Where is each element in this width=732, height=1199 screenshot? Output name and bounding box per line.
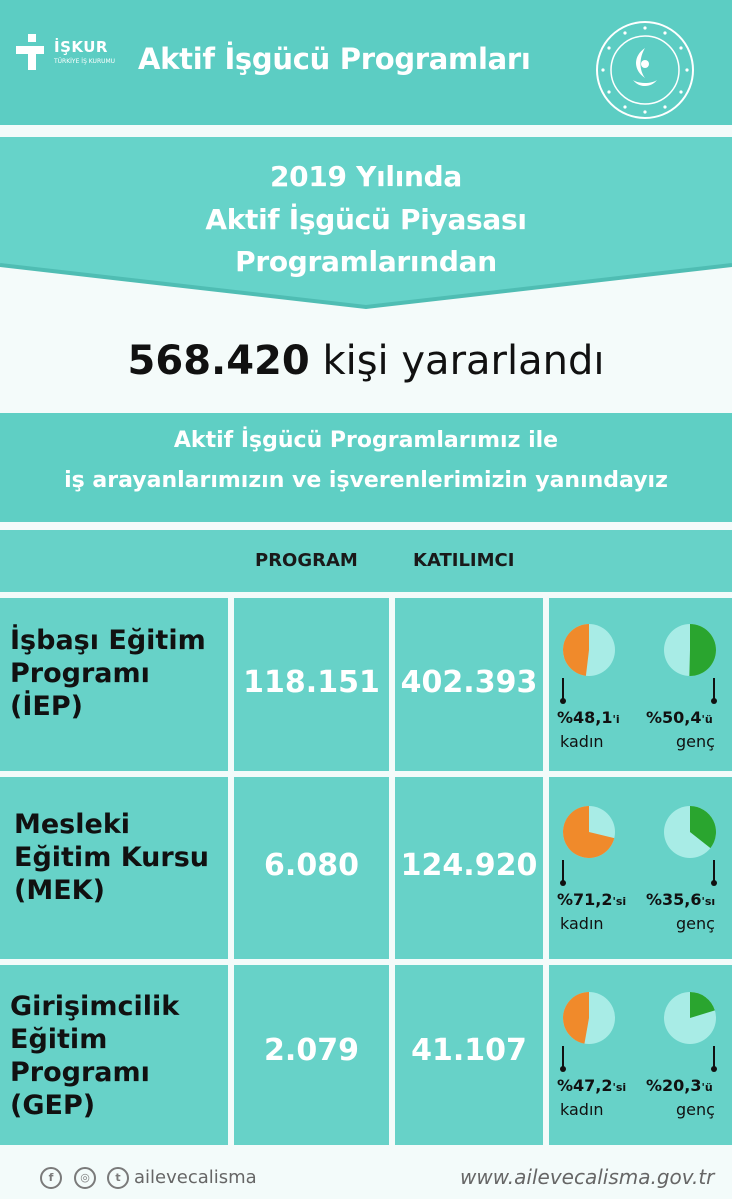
women-percent (557, 708, 620, 727)
program-count: 118.151 (243, 665, 380, 700)
program-name-line: Programı (10, 1057, 150, 1088)
pointer-dot (711, 1066, 717, 1072)
divider-band (0, 522, 732, 530)
participant-count: 402.393 (400, 665, 538, 700)
program-name-line: (MEK) (14, 875, 105, 906)
youth-percent-suffix: 'ü (701, 713, 713, 726)
program-name-line: Eğitim (10, 1024, 108, 1055)
subtitle-line-1: Aktif İşgücü Programlarımız ile (173, 428, 559, 453)
pointer-line (562, 860, 564, 882)
headline-line-1: 2019 Yılında (269, 160, 463, 193)
pointer-line (562, 1046, 564, 1068)
social-handle[interactable]: ailevecalisma (134, 1167, 257, 1188)
program-count: 2.079 (264, 1033, 359, 1068)
youth-percent-suffix: 'ü (701, 1081, 713, 1094)
twitter-icon[interactable]: t (107, 1167, 129, 1189)
women-share-pie (561, 804, 617, 860)
women-share-slice (563, 624, 589, 676)
youth-percent-value: %50,4 (646, 708, 702, 727)
column-header-participants: KATILIMCI (413, 550, 515, 571)
youth-percent-suffix: 'sı (701, 895, 716, 908)
pointer-line (713, 678, 715, 700)
pointer-dot (560, 880, 566, 886)
iskur-logo (14, 32, 134, 88)
women-label: kadın (560, 1100, 604, 1119)
pointer-dot (711, 698, 717, 704)
total-beneficiaries (0, 338, 732, 384)
instagram-icon[interactable]: ◎ (74, 1167, 96, 1189)
ministry-seal (593, 18, 697, 122)
header-title: Aktif İşgücü Programları (138, 42, 531, 76)
program-name-line: Eğitim Kursu (14, 842, 209, 873)
youth-percent-value: %20,3 (646, 1076, 702, 1095)
women-percent-suffix: 'i (612, 713, 620, 726)
pointer-line (713, 860, 715, 882)
program-name-line: Programı (10, 658, 150, 689)
headline-line-2: Aktif İşgücü Piyasası (205, 203, 527, 236)
iskur-logo-mark (14, 32, 54, 72)
program-name-line: İşbaşı Eğitim (10, 625, 206, 656)
program-name-line: Mesleki (14, 809, 131, 840)
program-count: 6.080 (264, 848, 359, 883)
women-label: kadın (560, 732, 604, 751)
website-link[interactable]: www.ailevecalisma.gov.tr (460, 1165, 715, 1189)
subtitle-line-2: iş arayanlarımızın ve işverenlerimizin yanındayız (64, 468, 668, 493)
youth-label: genç (676, 732, 715, 751)
pointer-dot (560, 698, 566, 704)
youth-label: genç (676, 914, 715, 933)
women-percent (557, 1076, 626, 1095)
column-header-program: PROGRAM (255, 550, 358, 571)
divider-band (0, 125, 732, 137)
participant-count: 41.107 (411, 1033, 527, 1068)
pointer-dot (560, 1066, 566, 1072)
table-header (0, 530, 732, 592)
youth-percent (646, 890, 715, 909)
youth-percent-value: %35,6 (646, 890, 702, 909)
women-percent-suffix: 'si (612, 895, 627, 908)
women-percent (557, 890, 626, 909)
women-percent-suffix: 'si (612, 1081, 627, 1094)
youth-share-pie (662, 804, 718, 860)
youth-label: genç (676, 1100, 715, 1119)
youth-percent (646, 1076, 713, 1095)
program-name-line: (GEP) (10, 1090, 96, 1121)
women-percent-value: %47,2 (557, 1076, 613, 1095)
logo-word: İŞKUR (54, 38, 108, 56)
headline-line-3: Programlarından (235, 245, 497, 278)
logo-subtitle: TÜRKİYE İŞ KURUMU (54, 58, 116, 65)
program-name-line: Girişimcilik (10, 991, 180, 1022)
pointer-line (562, 678, 564, 700)
youth-share-pie (662, 990, 718, 1046)
women-label: kadın (560, 914, 604, 933)
women-percent-value: %71,2 (557, 890, 613, 909)
total-beneficiaries-text: kişi yararlandı (322, 338, 605, 384)
pointer-line (713, 1046, 715, 1068)
participant-count: 124.920 (400, 848, 538, 883)
youth-percent (646, 708, 713, 727)
program-name-line: (İEP) (10, 691, 83, 722)
facebook-icon[interactable]: f (40, 1167, 62, 1189)
women-share-slice (563, 992, 589, 1044)
women-share-pie (561, 622, 617, 678)
total-beneficiaries-number: 568.420 (127, 338, 310, 384)
women-percent-value: %48,1 (557, 708, 613, 727)
pointer-dot (711, 880, 717, 886)
youth-share-slice (689, 624, 716, 676)
youth-share-pie (662, 622, 718, 678)
women-share-pie (561, 990, 617, 1046)
